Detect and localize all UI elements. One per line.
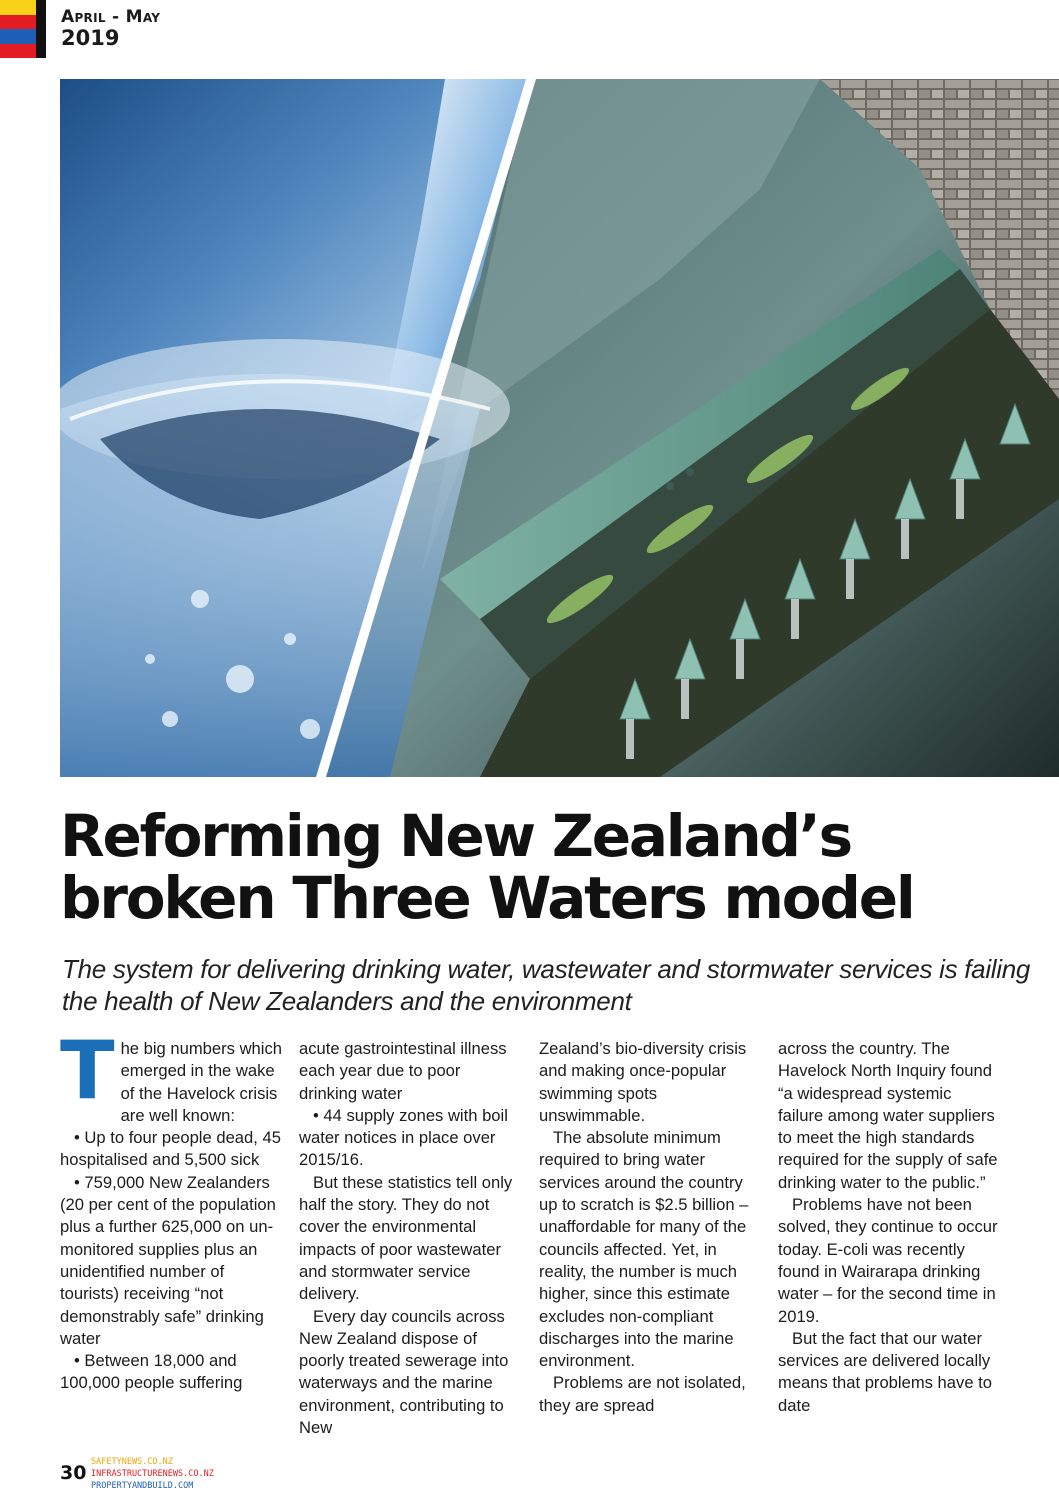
drop-cap: T	[60, 1024, 115, 1117]
headline-line-1: Reforming New Zealand’s	[60, 802, 851, 870]
paragraph: acute gastrointestinal illness each year due to poor drinking water	[299, 1039, 507, 1103]
site-link-property[interactable]: PROPERTYANDBUILD.COM	[91, 1481, 194, 1491]
paragraph: he big numbers which emerged in the wake of the Havelock crisis are well known:	[120, 1039, 282, 1125]
footer-sites	[91, 1456, 214, 1492]
paragraph: • 759,000 New Zealanders (20 per cent of the population plus a further 625,000 on un-monitored supplies plus an unidentified number of tourists) receiving “not demonstrably safe” drinking water	[60, 1172, 276, 1348]
site-link-safety[interactable]: SAFETYNEWS.CO.NZ	[91, 1457, 173, 1467]
column-2	[299, 1038, 521, 1439]
color-tab-red-2	[0, 44, 36, 59]
paragraph: But the fact that our water services are delivered locally means that problems have to date	[778, 1328, 992, 1415]
paragraph: • Up to four people dead, 45 hospitalised and 5,500 sick	[60, 1128, 281, 1170]
paragraph: • Between 18,000 and 100,000 people suffering	[60, 1351, 243, 1393]
column-1	[60, 1024, 282, 1395]
article-body	[60, 1024, 1022, 1438]
page-number: 30	[60, 1462, 87, 1484]
headline	[60, 802, 1040, 932]
column-4	[778, 1038, 1000, 1417]
color-tab-yellow	[0, 0, 36, 15]
hero-image	[60, 79, 1059, 777]
paragraph: Zealand’s bio-diversity crisis and making once-popular swimming spots unswimmable.	[539, 1039, 747, 1125]
paragraph: The absolute minimum required to bring water services around the country up to scratch is $2.5 billion – unaffordable for many of the councils affected. Yet, in reality, the number is much higher, since this estimate excludes non-compliant discharges into the marine environment.	[539, 1128, 749, 1371]
header-rule	[36, 0, 46, 58]
paragraph: • 44 supply zones with boil water notices in place over 2015/16.	[299, 1105, 508, 1170]
headline-line-2: broken Three Waters model	[60, 864, 914, 932]
site-link-infrastructure[interactable]: INFRASTRUCTURENEWS.CO.NZ	[91, 1469, 214, 1479]
paragraph: Problems are not isolated, they are spread	[539, 1373, 746, 1415]
paragraph: Problems have not been solved, they continue to occur today. E-coli was recently found in Wairarapa drinking water – for the second time in 2019.	[778, 1195, 998, 1326]
paragraph: Every day councils across New Zealand dispose of poorly treated sewerage into waterways and the marine environment, contributing to New	[299, 1306, 509, 1438]
column-3	[539, 1038, 761, 1417]
issue-year: 2019	[61, 25, 120, 50]
standfirst: The system for delivering drinking water, wastewater and stormwater services is failing the health of New Zealanders and the environment	[62, 954, 1031, 1016]
paragraph: But these statistics tell only half the story. They do not cover the environmental impacts of poor wastewater and stormwater service delivery.	[299, 1172, 513, 1304]
color-tab-red	[0, 15, 36, 30]
issue-month: April - May	[61, 7, 161, 27]
paragraph: across the country. The Havelock North Inquiry found “a widespread systemic failure among water suppliers to meet the high standards required for the supply of safe drinking water to the public.”	[778, 1039, 998, 1192]
color-tab-blue	[0, 29, 36, 44]
issue-date	[61, 8, 160, 50]
section-color-tab	[0, 0, 36, 58]
